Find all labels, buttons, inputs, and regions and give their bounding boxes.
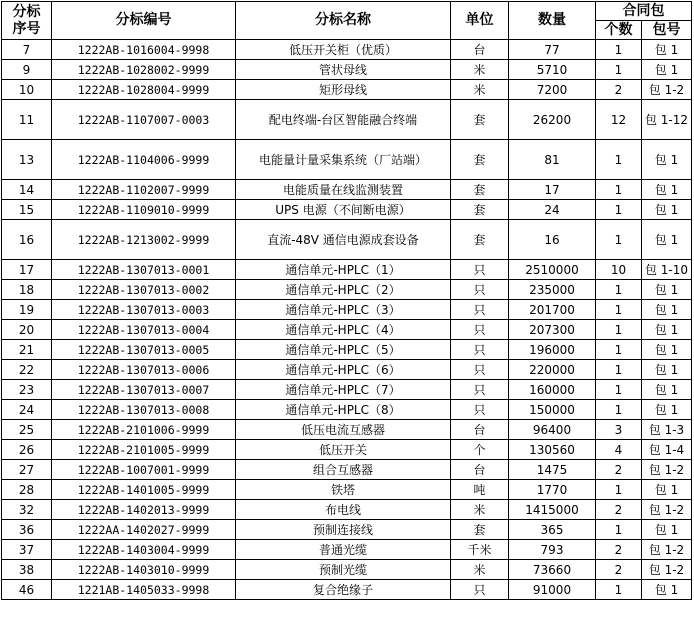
cell-qty: 150000: [509, 400, 596, 420]
cell-pkg: 包 1: [642, 180, 692, 200]
clipped-footnote: [1, 612, 691, 618]
cell-unit: 台: [451, 40, 509, 60]
cell-count: 10: [596, 260, 642, 280]
cell-count: 3: [596, 420, 642, 440]
cell-qty: 91000: [509, 580, 596, 600]
cell-name: 通信单元-HPLC（8）: [236, 400, 451, 420]
cell-code: 1222AB-2101006-9999: [52, 420, 236, 440]
cell-count: 1: [596, 480, 642, 500]
table-row: [2, 400, 692, 420]
cell-unit: 米: [451, 500, 509, 520]
table-row: [2, 500, 692, 520]
cell-pkg: 包 1-2: [642, 460, 692, 480]
cell-name: 复合绝缘子: [236, 580, 451, 600]
cell-name: 直流-48V 通信电源成套设备: [236, 220, 451, 260]
cell-unit: 套: [451, 180, 509, 200]
cell-count: 1: [596, 200, 642, 220]
col-header-contract: 合同包: [596, 2, 692, 21]
cell-count: 1: [596, 180, 642, 200]
cell-code: 1221AB-1405033-9998: [52, 580, 236, 600]
table-row: [2, 440, 692, 460]
cell-qty: 1415000: [509, 500, 596, 520]
cell-pkg: 包 1-12: [642, 100, 692, 140]
cell-pkg: 包 1: [642, 480, 692, 500]
cell-name: 通信单元-HPLC（4）: [236, 320, 451, 340]
cell-qty: 5710: [509, 60, 596, 80]
cell-code: 1222AB-1213002-9999: [52, 220, 236, 260]
cell-seq: 38: [2, 560, 52, 580]
cell-seq: 32: [2, 500, 52, 520]
cell-count: 2: [596, 560, 642, 580]
cell-unit: 米: [451, 60, 509, 80]
cell-pkg: 包 1: [642, 40, 692, 60]
cell-count: 1: [596, 220, 642, 260]
cell-count: 1: [596, 520, 642, 540]
cell-seq: 20: [2, 320, 52, 340]
cell-pkg: 包 1-4: [642, 440, 692, 460]
cell-pkg: 包 1: [642, 280, 692, 300]
cell-qty: 7200: [509, 80, 596, 100]
cell-code: 1222AB-1307013-0005: [52, 340, 236, 360]
cell-seq: 21: [2, 340, 52, 360]
cell-code: 1222AB-1104006-9999: [52, 140, 236, 180]
cell-pkg: 包 1-2: [642, 500, 692, 520]
cell-pkg: 包 1: [642, 580, 692, 600]
cell-count: 1: [596, 380, 642, 400]
cell-unit: 只: [451, 360, 509, 380]
cell-seq: 28: [2, 480, 52, 500]
cell-name: 组合互感器: [236, 460, 451, 480]
cell-unit: 只: [451, 320, 509, 340]
cell-qty: 77: [509, 40, 596, 60]
cell-seq: 37: [2, 540, 52, 560]
cell-code: 1222AB-1307013-0004: [52, 320, 236, 340]
cell-pkg: 包 1: [642, 220, 692, 260]
cell-unit: 套: [451, 220, 509, 260]
cell-pkg: 包 1: [642, 200, 692, 220]
cell-name: UPS 电源（不间断电源）: [236, 200, 451, 220]
table-row: [2, 100, 692, 140]
cell-count: 2: [596, 80, 642, 100]
col-header-unit: 单位: [451, 2, 509, 40]
cell-name: 管状母线: [236, 60, 451, 80]
cell-qty: 1475: [509, 460, 596, 480]
table-row: [2, 80, 692, 100]
cell-seq: 11: [2, 100, 52, 140]
cell-count: 1: [596, 140, 642, 180]
cell-code: 1222AB-1403004-9999: [52, 540, 236, 560]
cell-code: 1222AB-1401005-9999: [52, 480, 236, 500]
table-row: [2, 360, 692, 380]
cell-unit: 台: [451, 420, 509, 440]
cell-count: 1: [596, 300, 642, 320]
cell-unit: 米: [451, 560, 509, 580]
table-row: [2, 60, 692, 80]
cell-pkg: 包 1: [642, 140, 692, 180]
cell-code: 1222AB-1307013-0006: [52, 360, 236, 380]
cell-pkg: 包 1: [642, 320, 692, 340]
col-header-count: 个数: [596, 21, 642, 40]
cell-seq: 27: [2, 460, 52, 480]
table-row: [2, 180, 692, 200]
cell-seq: 15: [2, 200, 52, 220]
cell-unit: 米: [451, 80, 509, 100]
cell-seq: 7: [2, 40, 52, 60]
col-header-pkg: 包号: [642, 21, 692, 40]
bid-lot-table: [1, 1, 692, 600]
cell-unit: 套: [451, 100, 509, 140]
cell-name: 预制光缆: [236, 560, 451, 580]
cell-code: 1222AB-1307013-0008: [52, 400, 236, 420]
table-row: [2, 320, 692, 340]
cell-code: 1222AA-1402027-9999: [52, 520, 236, 540]
cell-count: 1: [596, 340, 642, 360]
cell-name: 布电线: [236, 500, 451, 520]
table-row: [2, 280, 692, 300]
cell-qty: 16: [509, 220, 596, 260]
header-row: [2, 2, 692, 21]
cell-seq: 22: [2, 360, 52, 380]
cell-name: 矩形母线: [236, 80, 451, 100]
cell-pkg: 包 1-10: [642, 260, 692, 280]
cell-unit: 套: [451, 140, 509, 180]
table-row: [2, 560, 692, 580]
cell-seq: 17: [2, 260, 52, 280]
cell-unit: 台: [451, 460, 509, 480]
cell-code: 1222AB-1307013-0007: [52, 380, 236, 400]
cell-code: 1222AB-1402013-9999: [52, 500, 236, 520]
cell-code: 1222AB-1109010-9999: [52, 200, 236, 220]
cell-count: 1: [596, 60, 642, 80]
cell-qty: 365: [509, 520, 596, 540]
table-row: [2, 140, 692, 180]
cell-qty: 81: [509, 140, 596, 180]
cell-pkg: 包 1: [642, 360, 692, 380]
cell-pkg: 包 1-2: [642, 540, 692, 560]
cell-name: 低压开关: [236, 440, 451, 460]
table-row: [2, 40, 692, 60]
cell-qty: 24: [509, 200, 596, 220]
table-row: [2, 480, 692, 500]
cell-pkg: 包 1: [642, 60, 692, 80]
cell-code: 1222AB-1102007-9999: [52, 180, 236, 200]
cell-unit: 个: [451, 440, 509, 460]
table-row: [2, 340, 692, 360]
cell-code: 1222AB-1028002-9999: [52, 60, 236, 80]
cell-qty: 2510000: [509, 260, 596, 280]
cell-qty: 1770: [509, 480, 596, 500]
cell-qty: 17: [509, 180, 596, 200]
cell-name: 铁塔: [236, 480, 451, 500]
table-row: [2, 540, 692, 560]
cell-name: 通信单元-HPLC（6）: [236, 360, 451, 380]
cell-unit: 只: [451, 400, 509, 420]
table-row: [2, 380, 692, 400]
cell-qty: 207300: [509, 320, 596, 340]
cell-count: 12: [596, 100, 642, 140]
cell-seq: 46: [2, 580, 52, 600]
cell-seq: 36: [2, 520, 52, 540]
table-row: [2, 580, 692, 600]
cell-pkg: 包 1: [642, 400, 692, 420]
cell-seq: 9: [2, 60, 52, 80]
cell-name: 通信单元-HPLC（5）: [236, 340, 451, 360]
cell-unit: 只: [451, 340, 509, 360]
cell-seq: 25: [2, 420, 52, 440]
table-row: [2, 420, 692, 440]
col-header-code: 分标编号: [52, 2, 236, 40]
cell-count: 1: [596, 400, 642, 420]
cell-qty: 235000: [509, 280, 596, 300]
cell-unit: 只: [451, 300, 509, 320]
cell-pkg: 包 1-2: [642, 560, 692, 580]
cell-qty: 73660: [509, 560, 596, 580]
col-header-name: 分标名称: [236, 2, 451, 40]
cell-unit: 千米: [451, 540, 509, 560]
cell-code: 1222AB-1107007-0003: [52, 100, 236, 140]
cell-unit: 只: [451, 580, 509, 600]
table-row: [2, 220, 692, 260]
cell-code: 1222AB-1007001-9999: [52, 460, 236, 480]
cell-pkg: 包 1-3: [642, 420, 692, 440]
cell-pkg: 包 1: [642, 340, 692, 360]
table-row: [2, 300, 692, 320]
table-row: [2, 460, 692, 480]
cell-unit: 只: [451, 260, 509, 280]
cell-count: 2: [596, 540, 642, 560]
cell-seq: 13: [2, 140, 52, 180]
col-header-seq: 分标 序号: [2, 2, 52, 40]
cell-seq: 24: [2, 400, 52, 420]
cell-count: 2: [596, 500, 642, 520]
cell-code: 1222AB-2101005-9999: [52, 440, 236, 460]
cell-unit: 套: [451, 200, 509, 220]
cell-name: 低压开关柜（优质）: [236, 40, 451, 60]
cell-pkg: 包 1: [642, 520, 692, 540]
cell-qty: 130560: [509, 440, 596, 460]
cell-count: 1: [596, 40, 642, 60]
cell-seq: 10: [2, 80, 52, 100]
cell-code: 1222AB-1028004-9999: [52, 80, 236, 100]
cell-qty: 26200: [509, 100, 596, 140]
cell-code: 1222AB-1307013-0002: [52, 280, 236, 300]
cell-seq: 16: [2, 220, 52, 260]
cell-name: 普通光缆: [236, 540, 451, 560]
cell-name: 通信单元-HPLC（2）: [236, 280, 451, 300]
cell-seq: 23: [2, 380, 52, 400]
cell-name: 电能质量在线监测装置: [236, 180, 451, 200]
col-header-qty: 数量: [509, 2, 596, 40]
cell-unit: 只: [451, 380, 509, 400]
cell-count: 1: [596, 280, 642, 300]
cell-code: 1222AB-1403010-9999: [52, 560, 236, 580]
table-row: [2, 260, 692, 280]
cell-seq: 26: [2, 440, 52, 460]
cell-count: 1: [596, 320, 642, 340]
cell-qty: 96400: [509, 420, 596, 440]
cell-name: 通信单元-HPLC（7）: [236, 380, 451, 400]
cell-code: 1222AB-1307013-0003: [52, 300, 236, 320]
cell-qty: 793: [509, 540, 596, 560]
cell-pkg: 包 1: [642, 300, 692, 320]
cell-seq: 14: [2, 180, 52, 200]
cell-code: 1222AB-1307013-0001: [52, 260, 236, 280]
cell-seq: 18: [2, 280, 52, 300]
cell-count: 1: [596, 580, 642, 600]
cell-name: 低压电流互感器: [236, 420, 451, 440]
cell-code: 1222AB-1016004-9998: [52, 40, 236, 60]
cell-unit: 只: [451, 280, 509, 300]
cell-name: 预制连接线: [236, 520, 451, 540]
cell-name: 通信单元-HPLC（3）: [236, 300, 451, 320]
cell-pkg: 包 1-2: [642, 80, 692, 100]
cell-qty: 196000: [509, 340, 596, 360]
cell-pkg: 包 1: [642, 380, 692, 400]
table-row: [2, 200, 692, 220]
cell-name: 配电终端-台区智能融合终端: [236, 100, 451, 140]
cell-unit: 套: [451, 520, 509, 540]
cell-name: 通信单元-HPLC（1）: [236, 260, 451, 280]
cell-seq: 19: [2, 300, 52, 320]
cell-count: 4: [596, 440, 642, 460]
cell-count: 1: [596, 360, 642, 380]
table-row: [2, 520, 692, 540]
cell-qty: 160000: [509, 380, 596, 400]
cell-qty: 220000: [509, 360, 596, 380]
cell-name: 电能量计量采集系统（厂站端）: [236, 140, 451, 180]
cell-qty: 201700: [509, 300, 596, 320]
cell-unit: 吨: [451, 480, 509, 500]
cell-count: 2: [596, 460, 642, 480]
